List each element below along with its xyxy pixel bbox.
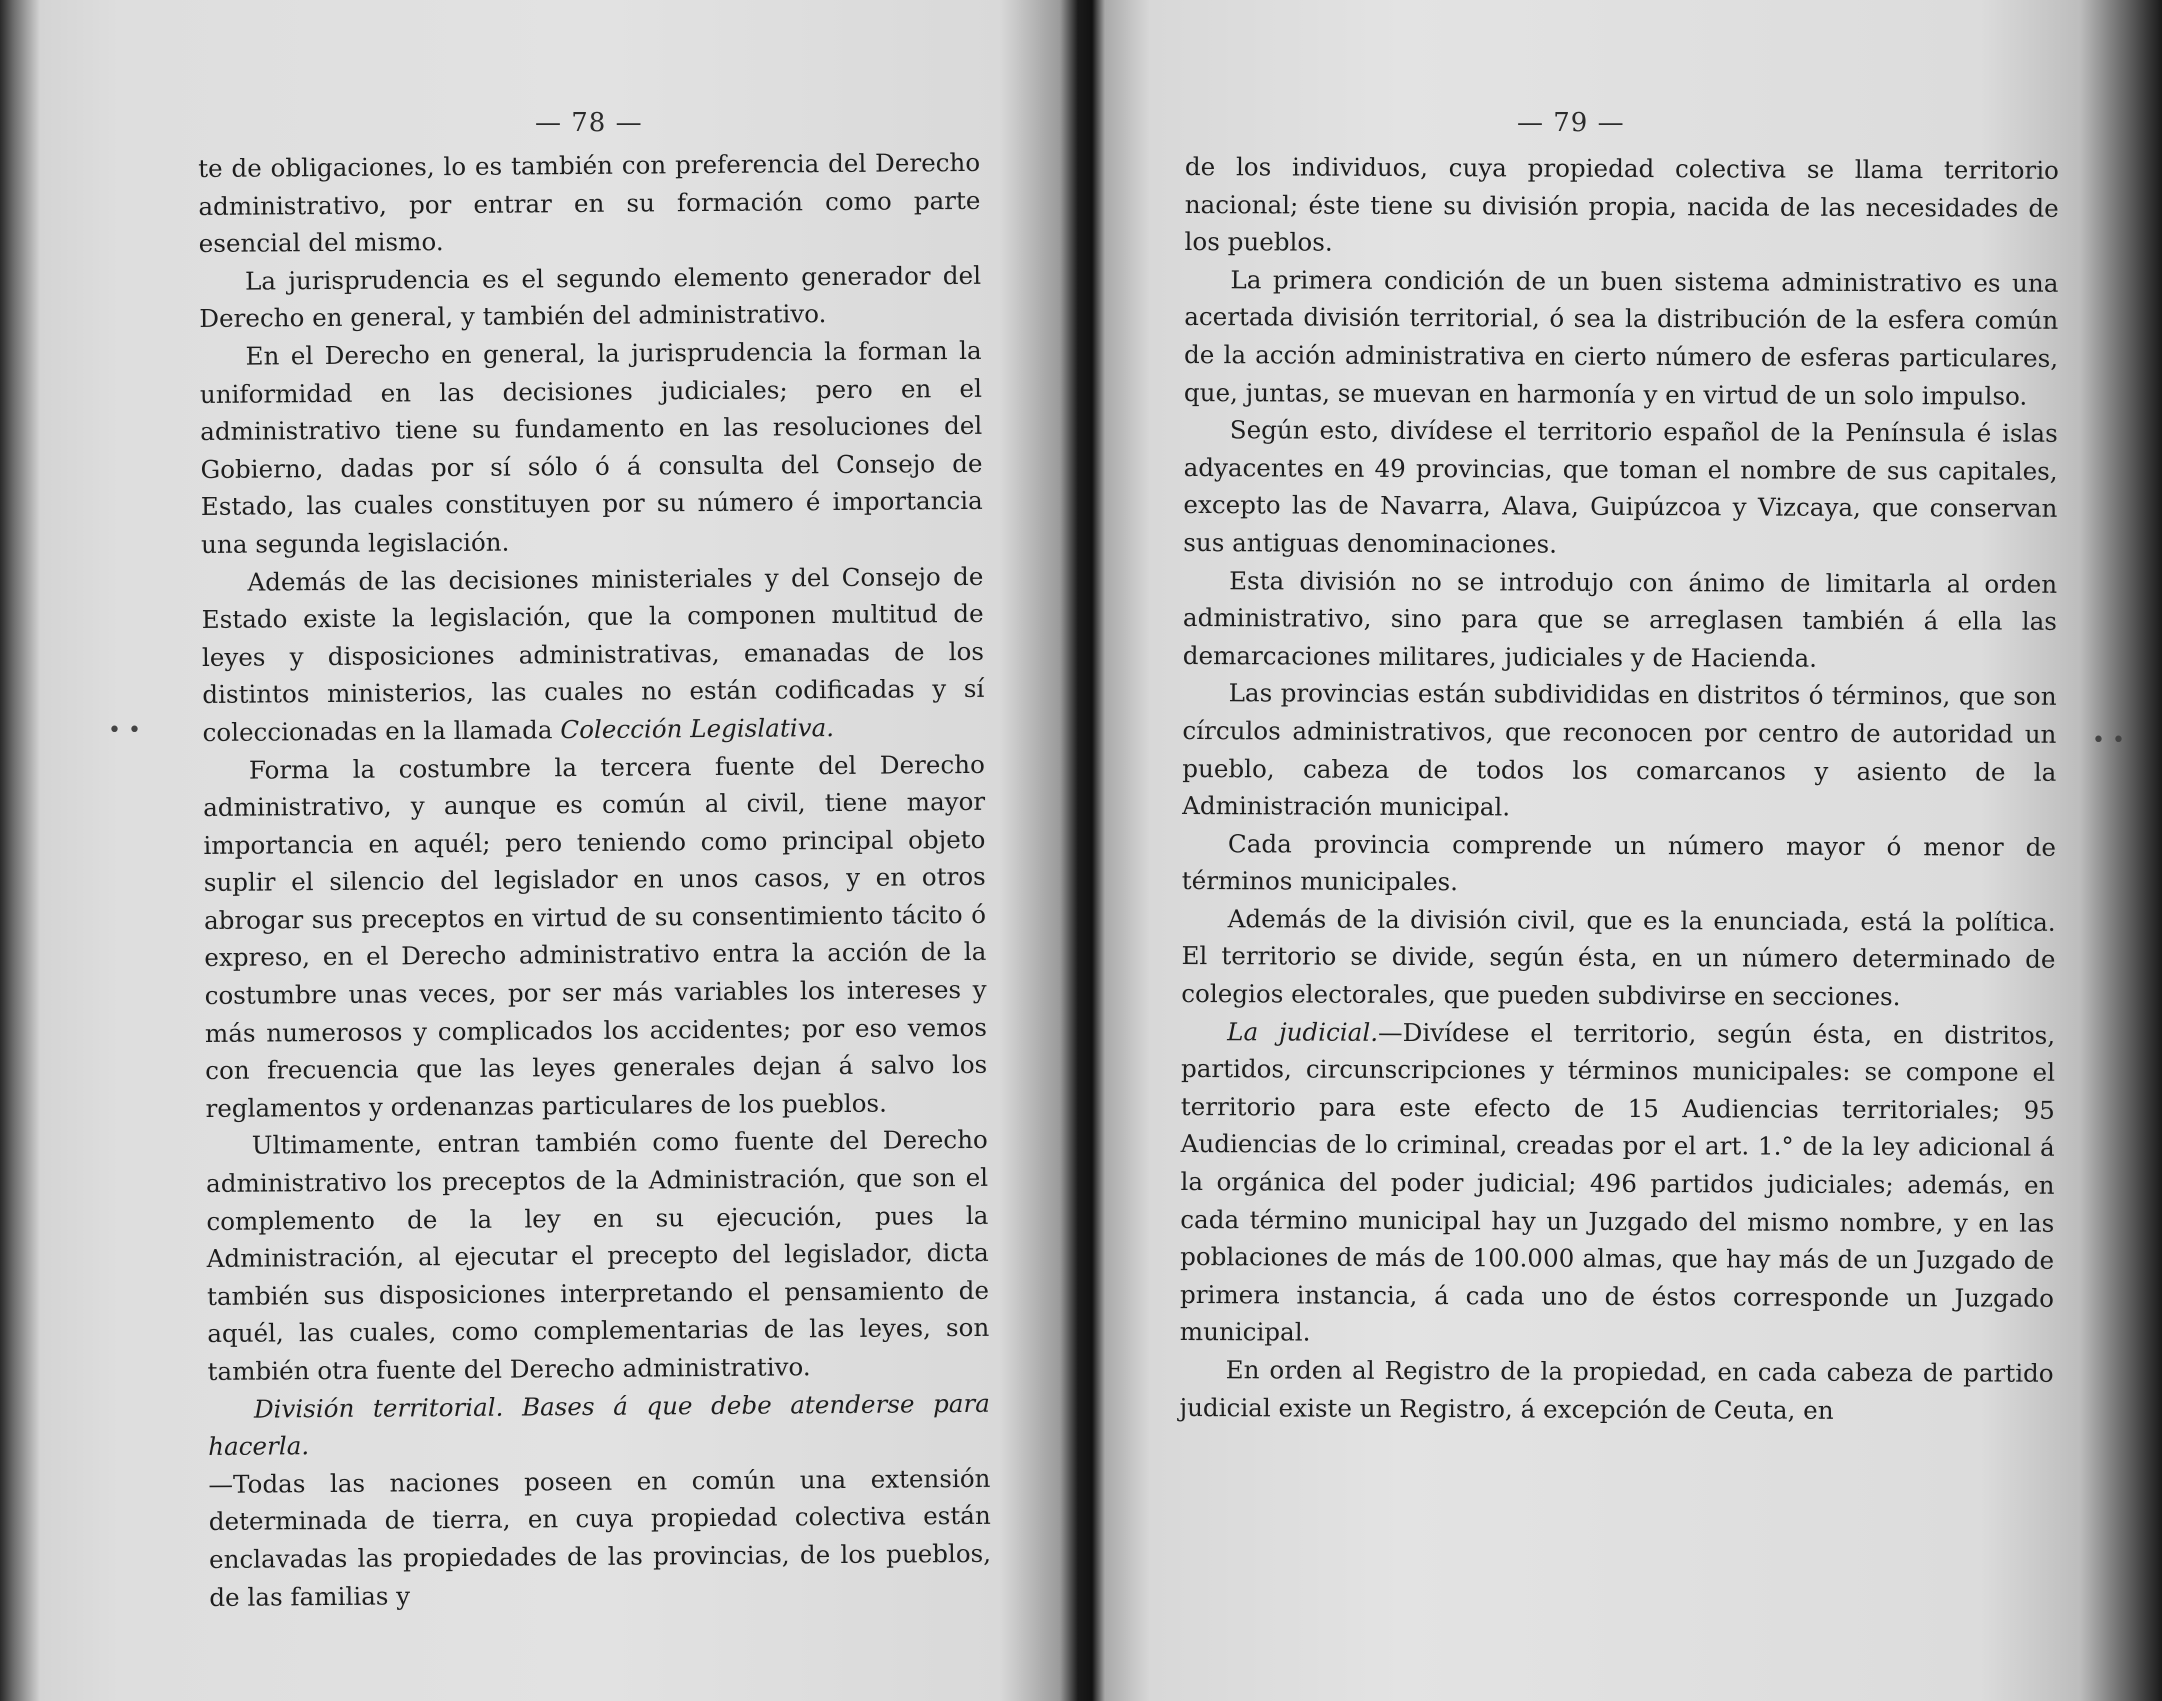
page-body (1179, 148, 2059, 1430)
paragraph: La primera condición de un buen sistema administrativo es una acertada división territorial, ó sea la distribución de la esfera común de la acción administrativa en cierto número de esferas particulares, que, juntas, se muevan en harmonía y en virtud de un solo impulso. (1183, 264, 2059, 411)
paragraph-text: —Divídese el territorio, según ésta, en distritos, partidos, circunscripciones y términos municipales: se compone el territorio para este efecto de 15 Audiencias territoriales; 95 Audiencias de lo criminal, creadas por el art. 1.° de la ley adicional á la orgánica del poder judicial; 496 partidos judiciales; además, en cada término municipal hay un Juzgado del mismo nombre, y en las poblaciones de más de 100.000 almas, que hay más de un Juzgado de primera instancia, á cada uno de éstos corresponde un Juzgado municipal. (1179, 1017, 2056, 1347)
page-number: — 79 — (1517, 108, 1625, 138)
paragraph: En el Derecho en general, la jurisprudencia la forman la uniformidad en las decisiones judiciales; pero en el administrativo tiene su fundamento en las resoluciones del Gobierno, dadas por sí sólo ó á consulta del Consejo de Estado, las cuales constituyen por su número é importancia una segunda legislación. (199, 335, 983, 559)
italic-title: Colección Legislativa. (560, 712, 835, 745)
paragraph: Ultimamente, entran también como fuente del Derecho administrativo los preceptos de la Administración, que son el complemento de la ley en su ejecución, pues la Administración, al ejecutar el precepto del legislador, dicta también sus disposiciones interpretando el pensamiento de aquél, las cuales, como complementarias de las leyes, son también otra fuente del Derecho administrativo. (206, 1125, 990, 1386)
paragraph: Las provincias están subdivididas en distritos ó términos, que son círculos administrativos, que reconocen por centro de autoridad un pueblo, cabeza de todos los comarcanos y asiento de la Administración municipal. (1182, 678, 2057, 822)
paragraph: La jurisprudencia es el segundo elemento generador del Derecho en general, y también del administrativo. (199, 260, 982, 334)
paragraph: Además de la división civil, que es la enunciada, está la política. El territorio se divide, según ésta, en un número determinado de colegios electorales, que pueden subdivirse en secciones. (1181, 904, 2056, 1012)
page-number: — 78 — (535, 108, 643, 138)
margin-dots: • • (108, 718, 141, 743)
paragraph: Cada provincia comprende un número mayor ó menor de términos municipales. (1181, 828, 2057, 897)
right-page (1092, 0, 2162, 1701)
paragraph (201, 557, 984, 751)
page-body (198, 144, 991, 1616)
margin-dots: • • (2092, 728, 2125, 753)
paragraph (1180, 1013, 2055, 1355)
left-page (0, 0, 1080, 1701)
italic-heading: División territorial. Bases á que debe atenderse para hacerla. (208, 1388, 990, 1462)
paragraph: de los individuos, cuya propiedad colectiva se llama territorio nacional; éste tiene su división propia, nacida de las necesidades de los pueblos. (1184, 151, 2059, 257)
paragraph: —Todas las naciones poseen en común una extensión determinada de tierra, en cuya propiedad colectiva están enclavadas las propiedades de las provincias, de los pueblos, de las familias y (208, 1463, 992, 1612)
italic-heading: La judicial. (1227, 1016, 1379, 1047)
section-heading (208, 1384, 991, 1465)
paragraph: En orden al Registro de la propiedad, en cada cabeza de partido judicial existe un Registro, á excepción de Ceuta, en (1179, 1355, 2054, 1425)
paragraph: Forma la costumbre la tercera fuente del Derecho administrativo, y aunque es común al civil, tiene mayor importancia en aquél; pero teniendo como principal objeto suplir el silencio del legislador en unos casos, y en otros abrogar sus preceptos en virtud de su consentimiento tácito ó expreso, en el Derecho administrativo entra la acción de la costumbre unas veces, por ser más variables los intereses y más numerosos y complicados los accidentes; por eso vemos con frecuencia que las leyes generales dejan á salvo los reglamentos y ordenanzas particulares de los pueblos. (203, 749, 988, 1123)
paragraph: Según esto, divídese el territorio español de la Península é islas adyacentes en 49 provincias, que toman el nombre de sus capitales, excepto las de Navarra, Alava, Guipúzcoa y Vizcaya, que conservan sus antiguas denominaciones. (1183, 415, 2058, 559)
paragraph: Esta división no se introdujo con ánimo de limitarla al orden administrativo, sino para que se arreglasen también á ella las demarcaciones militares, judiciales y de Hacienda. (1182, 565, 2058, 673)
paragraph-text: Además de las decisiones ministeriales y del Consejo de Estado existe la legislación, que la componen multitud de leyes y disposiciones administrativas, emanadas de los distintos ministerios, las cuales no están codificadas y sí coleccionadas en la llamada (201, 561, 985, 747)
paragraph: te de obligaciones, lo es también con preferencia del Derecho administrativo, por entrar en su formación como parte esencial del mismo. (198, 147, 981, 259)
